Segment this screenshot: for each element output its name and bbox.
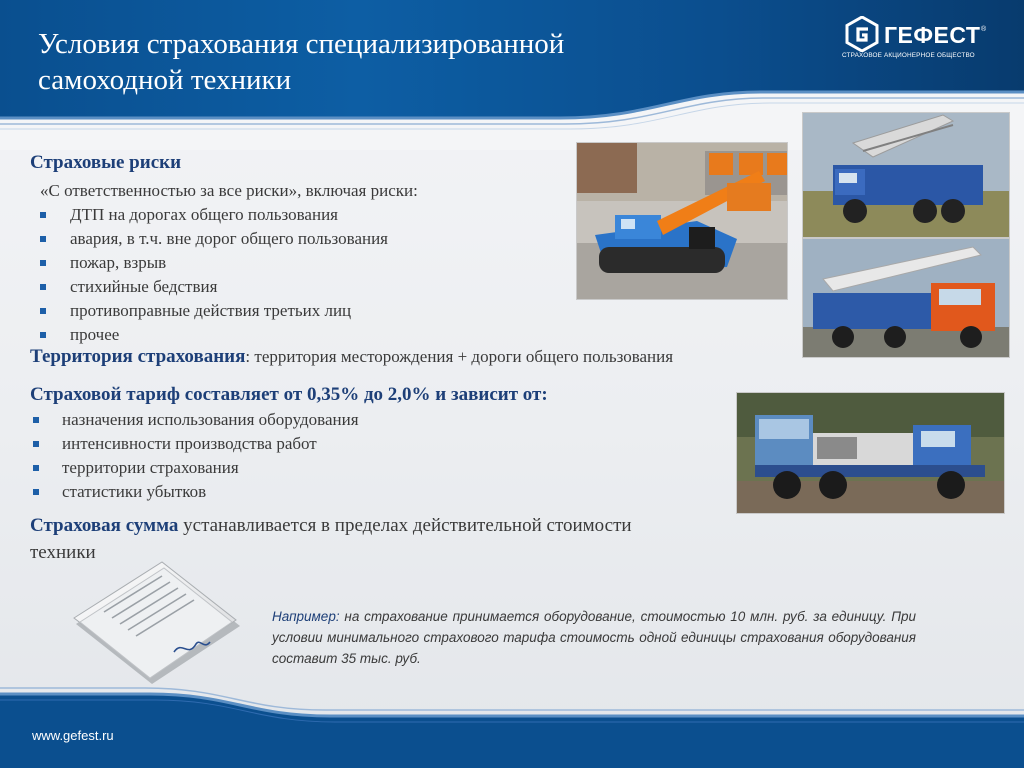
list-item-text: стихийные бедствия	[70, 277, 218, 296]
example-lead: Например:	[272, 609, 340, 624]
risks-list	[40, 203, 388, 347]
territory-title: Территория страхования	[30, 346, 246, 367]
sum-title: Страховая сумма	[30, 515, 179, 536]
list-item-text: назначения использования оборудования	[62, 410, 359, 429]
footer-band	[0, 686, 1024, 768]
example-note	[272, 606, 916, 669]
list-item	[40, 323, 388, 347]
square-bullet-icon	[33, 441, 39, 447]
list-item	[40, 203, 388, 227]
gefest-logo-icon	[844, 16, 880, 52]
gefest-logo	[838, 12, 998, 66]
list-item	[40, 227, 388, 251]
sum-text: устанавливается в пределах действительной стоимости техники	[30, 515, 632, 563]
territory-value: территория месторождения + дороги общего пользования	[250, 347, 674, 366]
square-bullet-icon	[40, 236, 46, 242]
list-item	[40, 275, 388, 299]
tracked-drilling-rig-photo	[576, 142, 788, 300]
logo-subtitle: СТРАХОВОЕ АКЦИОНЕРНОЕ ОБЩЕСТВО	[842, 52, 975, 59]
blue-truck-rig-photo	[802, 112, 1010, 238]
list-item	[30, 480, 359, 504]
list-item-text: территории страхования	[62, 458, 239, 477]
square-bullet-icon	[33, 489, 39, 495]
equipment-truck-image	[737, 393, 1005, 514]
blue-truck-rig-image	[803, 113, 1010, 238]
tariff-list	[30, 408, 359, 504]
documents-icon	[64, 560, 244, 690]
list-item	[30, 408, 359, 432]
list-item-text: пожар, взрыв	[70, 253, 167, 272]
square-bullet-icon	[40, 260, 46, 266]
square-bullet-icon	[40, 284, 46, 290]
square-bullet-icon	[40, 308, 46, 314]
risks-intro: «С ответственностью за все риски», включая риски:	[40, 181, 418, 200]
list-item	[30, 432, 359, 456]
orange-truck-rig-photo	[802, 238, 1010, 358]
list-item	[40, 251, 388, 275]
page-title: Условия страхования специализированной самоходной техники	[38, 28, 565, 96]
example-text: на страхование принимается оборудование, стоимостью 10 млн. руб. за единицу. При условии минимального страхового тарифа стоимость одной единицы страхования оборудования составит 35 тыс. руб.	[272, 609, 916, 666]
square-bullet-icon	[33, 417, 39, 423]
tracked-drilling-rig-image	[577, 143, 788, 300]
square-bullet-icon	[33, 465, 39, 471]
list-item	[30, 456, 359, 480]
list-item-text: противоправные действия третьих лиц	[70, 301, 352, 320]
territory-line	[30, 346, 673, 368]
list-item-text: интенсивности производства работ	[62, 434, 317, 453]
territory-separator: :	[245, 347, 251, 366]
sum-paragraph	[30, 512, 670, 566]
orange-truck-rig-image	[803, 239, 1010, 358]
tariff-title: Страховой тариф составляет от 0,35% до 2,0% и зависит от:	[30, 384, 548, 405]
square-bullet-icon	[40, 332, 46, 338]
equipment-truck-photo	[736, 392, 1005, 514]
list-item-text: ДТП на дорогах общего пользования	[70, 205, 338, 224]
footer-url-link[interactable]: www.gefest.ru	[32, 728, 114, 743]
risks-title: Страховые риски	[30, 152, 182, 173]
list-item-text: прочее	[70, 325, 120, 344]
logo-name: ГЕФЕСТ	[884, 22, 981, 48]
list-item-text: статистики убытков	[62, 482, 207, 501]
logo-registered-mark: ®	[981, 26, 987, 33]
square-bullet-icon	[40, 212, 46, 218]
list-item-text: авария, в т.ч. вне дорог общего пользования	[70, 229, 389, 248]
list-item	[40, 299, 388, 323]
